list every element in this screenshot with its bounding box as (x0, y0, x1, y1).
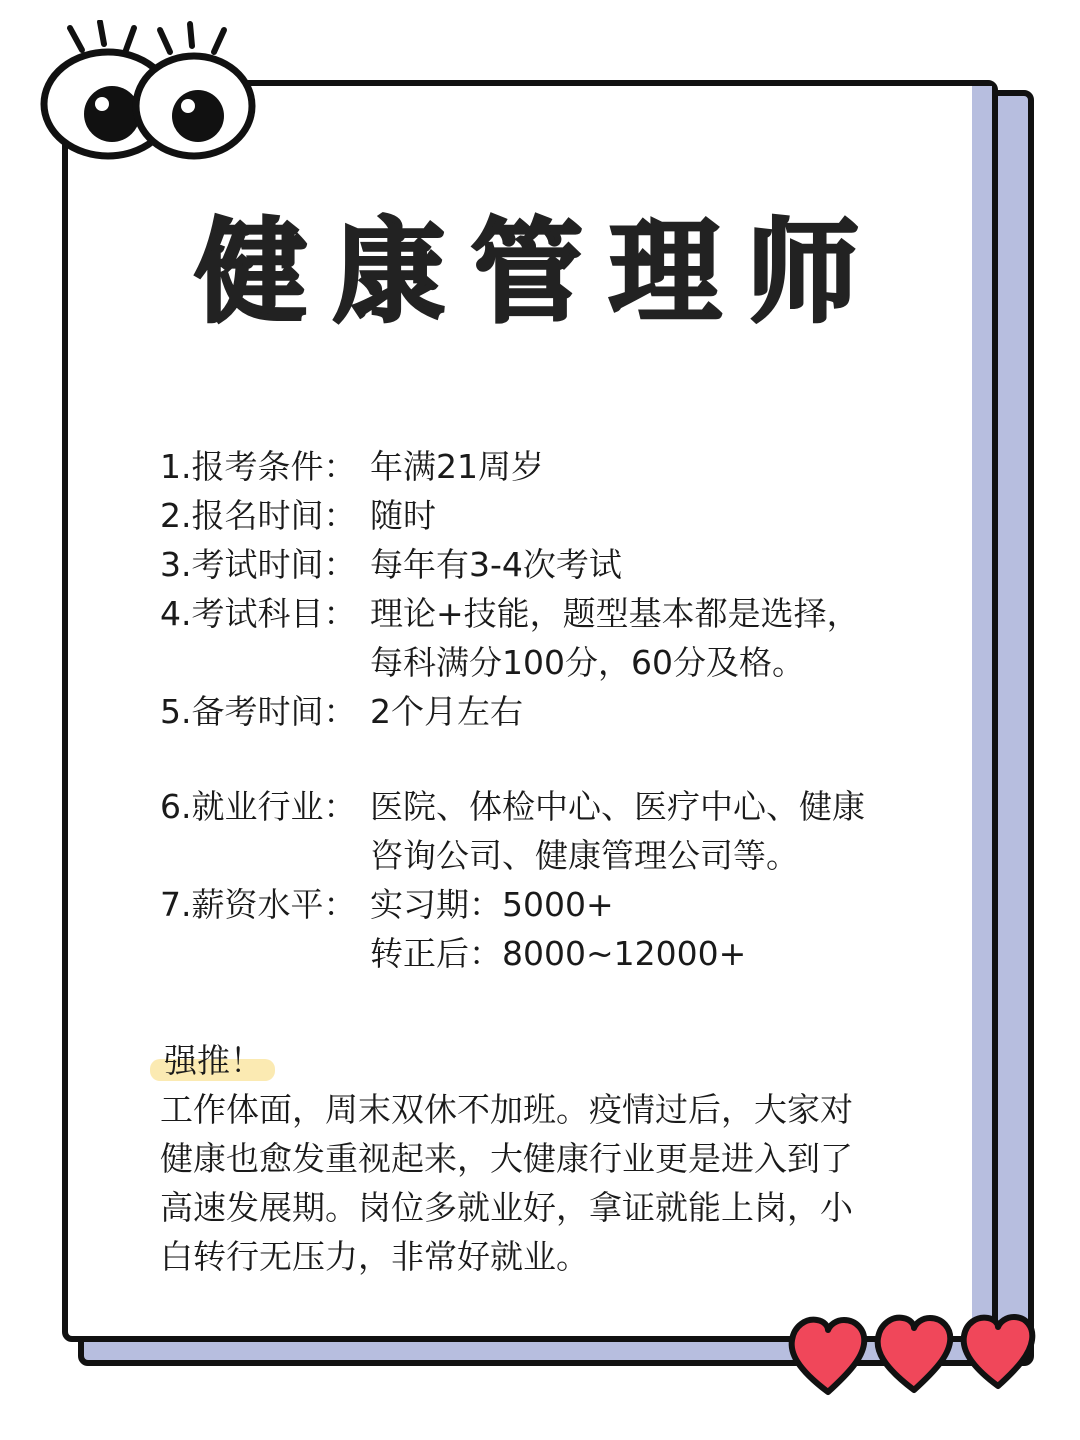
info-value-line: 2个月左右 (370, 692, 523, 731)
info-value-line: 年满21周岁 (370, 447, 544, 486)
cartoon-eyes-icon (30, 20, 260, 160)
info-row-subjects (160, 589, 920, 687)
recommend-line: 高速发展期。岗位多就业好，拿证就能上岗，小 (160, 1188, 853, 1227)
info-value-line: 每科满分100分，60分及格。 (370, 643, 805, 682)
recommend-line: 白转行无压力，非常好就业。 (160, 1237, 589, 1276)
info-value (370, 442, 920, 491)
info-value-line: 每年有3-4次考试 (370, 545, 622, 584)
info-label: 4.考试科目： (160, 594, 357, 633)
info-row-requirement (160, 442, 920, 491)
info-value-line: 随时 (370, 496, 436, 535)
recommend-line: 工作体面，周末双休不加班。疫情过后，大家对 (160, 1090, 853, 1129)
info-label: 7.薪资水平： (160, 885, 357, 924)
spacer (160, 736, 920, 782)
info-row-registration (160, 491, 920, 540)
recommend-tag-text: 强推！ (164, 1041, 263, 1080)
info-value-line: 理论+技能，题型基本都是选择， (370, 594, 860, 633)
info-value-line: 医院、体检中心、医疗中心、健康 (370, 787, 865, 826)
info-value-line: 实习期：5000+ (370, 885, 614, 924)
heart-icon (792, 1320, 865, 1392)
info-label: 3.考试时间： (160, 545, 357, 584)
info-label: 6.就业行业： (160, 787, 357, 826)
info-value (370, 491, 920, 540)
hearts-icon (786, 1310, 1046, 1400)
info-value (370, 880, 920, 978)
heart-icon (878, 1318, 951, 1390)
info-label: 2.报名时间： (160, 496, 357, 535)
heart-icon (964, 1317, 1033, 1386)
info-value (370, 589, 920, 687)
info-label: 5.备考时间： (160, 692, 357, 731)
page-title: 健康管理师 (195, 208, 885, 338)
info-value (370, 782, 920, 880)
info-row-salary (160, 880, 920, 978)
info-value-line: 转正后：8000~12000+ (370, 934, 747, 973)
info-list (160, 442, 920, 978)
info-value (370, 540, 920, 589)
recommend-tag (160, 1036, 267, 1085)
info-value (370, 687, 920, 736)
recommend-section (160, 1036, 920, 1281)
info-row-exam-time (160, 540, 920, 589)
recommend-line: 健康也愈发重视起来，大健康行业更是进入到了 (160, 1139, 853, 1178)
info-row-industry (160, 782, 920, 880)
info-value-line: 咨询公司、健康管理公司等。 (370, 836, 799, 875)
info-row-prep-time (160, 687, 920, 736)
info-label: 1.报考条件： (160, 447, 357, 486)
